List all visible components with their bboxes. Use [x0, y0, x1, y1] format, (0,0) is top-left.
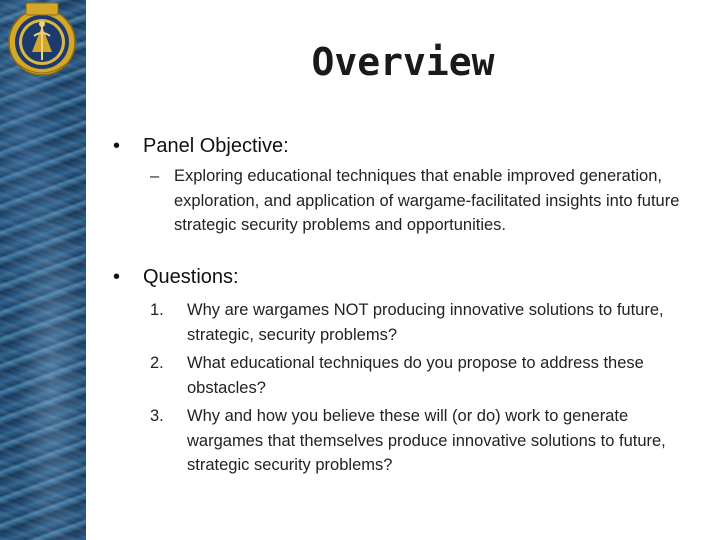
naval-war-college-seal-icon — [6, 0, 78, 90]
question-number: 2. — [150, 354, 164, 372]
bullet-label: Panel Objective: — [143, 135, 289, 157]
bullet-glyph: • — [113, 135, 121, 157]
question-number: 1. — [150, 301, 164, 319]
ocean-sidebar — [0, 0, 86, 540]
question-text: Why are wargames NOT producing innovative solutions to future, strategic, security problems? — [187, 301, 664, 344]
question-text: What educational techniques do you propose to address these obstacles? — [187, 354, 644, 397]
bullet-label: Questions: — [143, 266, 239, 288]
dash-glyph: – — [150, 167, 160, 185]
bullet-glyph: • — [113, 266, 121, 288]
question-number: 3. — [150, 407, 164, 425]
question-text: Why and how you believe these will (or do) work to generate wargames that themselves produce innovative solutions to future, strategic security problems? — [187, 407, 666, 474]
slide-title: Overview — [311, 40, 495, 84]
sub-item-text: Exploring educational techniques that enable improved generation, exploration, and application of wargame-facilitated insights into future strategic security problems and opportunities. — [174, 167, 680, 234]
